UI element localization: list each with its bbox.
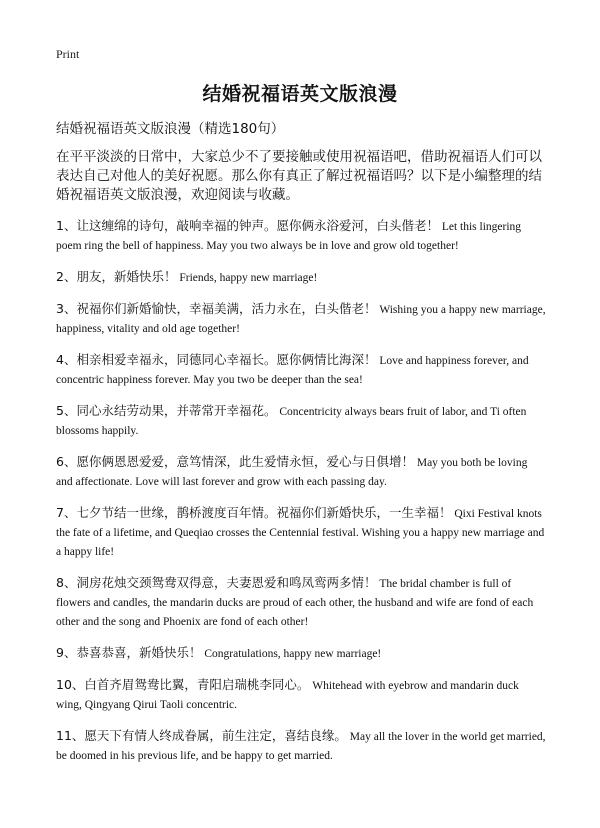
blessing-item <box>56 726 546 766</box>
blessing-item <box>56 675 546 715</box>
blessing-english: The bridal chamber is full of flowers and candles, the mandarin ducks are proud of each other, the husband and wife are fond of each other and the song and Phoenix are fond of each other! <box>56 578 534 628</box>
page-title: 结婚祝福语英文版浪漫 <box>202 83 398 105</box>
blessing-english: Wishing you a happy new marriage, happiness, vitality and old age together! <box>56 304 546 335</box>
blessing-chinese: 11、愿天下有情人终成眷属，前生注定，喜结良缘。 <box>56 728 347 743</box>
blessing-english: Qixi Festival knots the fate of a lifetime, and Queqiao crosses the Centennial festival. Wishing you a happy new marriage and a happy life! <box>56 508 545 558</box>
blessing-english: Let this lingering poem ring the bell of happiness. May you two always be in love and grow old together! <box>56 221 522 252</box>
article-subtitle: 结婚祝福语英文版浪漫（精选180句） <box>56 121 285 137</box>
blessing-item <box>56 643 546 664</box>
blessing-english: Whitehead with eyebrow and mandarin duck wing, Qingyang Qirui Taoli concentric. <box>56 680 519 711</box>
print-link[interactable]: Print <box>56 47 80 61</box>
blessing-item <box>56 573 546 632</box>
blessing-english: Love and happiness forever, and concentric happiness forever. May you two be deeper than the sea! <box>56 355 529 386</box>
blessing-chinese: 8、洞房花烛交颈鸳鸯双得意，夫妻恩爱和鸣凤鸾两多情！ <box>56 575 377 590</box>
blessing-chinese: 7、七夕节结一世缘，鹊桥渡度百年情。祝福你们新婚快乐，一生幸福！ <box>56 505 452 520</box>
blessing-item <box>56 216 546 256</box>
blessing-english: May all the lover in the world get married, be doomed in his previous life, and be happy to get married. <box>56 731 546 762</box>
blessing-english: Congratulations, happy new marriage! <box>204 648 382 660</box>
blessing-item <box>56 267 546 288</box>
blessing-chinese: 3、祝福你们新婚愉快，幸福美满，活力永在，白头偕老！ <box>56 301 377 316</box>
blessing-list <box>56 216 546 766</box>
blessing-item <box>56 452 546 492</box>
blessing-chinese: 9、恭喜恭喜，新婚快乐！ <box>56 645 202 660</box>
blessing-chinese: 6、愿你俩恩恩爱爱，意笃情深，此生爱情永恒，爱心与日俱增！ <box>56 454 414 469</box>
blessing-chinese: 5、同心永结劳动果，并蒂常开幸福花。 <box>56 403 277 418</box>
blessing-item <box>56 299 546 339</box>
blessing-english: Friends, happy new marriage! <box>179 272 318 284</box>
blessing-english: Concentricity always bears fruit of labor, and Ti often blossoms happily. <box>56 406 527 437</box>
blessing-item <box>56 401 546 441</box>
blessing-chinese: 2、朋友，新婚快乐！ <box>56 269 177 284</box>
blessing-chinese: 1、让这缠绵的诗句，敲响幸福的钟声。愿你俩永浴爱河，白头偕老！ <box>56 218 439 233</box>
intro-paragraph: 在平平淡淡的日常中，大家总少不了要接触或使用祝福语吧，借助祝福语人们可以表达自己对他人的美好祝愿。那么你有真正了解过祝福语吗？以下是小编整理的结婚祝福语英文版浪漫，欢迎阅读与收藏。 <box>56 149 542 203</box>
blessing-item <box>56 350 546 390</box>
blessing-english: May you both be loving and affectionate. Love will last forever and grow with each passing day. <box>56 457 528 488</box>
blessing-chinese: 4、相亲相爱幸福永，同德同心幸福长。愿你俩情比海深！ <box>56 352 377 367</box>
blessing-chinese: 10、白首齐眉鸳鸯比翼，青阳启瑞桃李同心。 <box>56 677 310 692</box>
article-body <box>56 118 546 777</box>
blessing-item <box>56 503 546 562</box>
